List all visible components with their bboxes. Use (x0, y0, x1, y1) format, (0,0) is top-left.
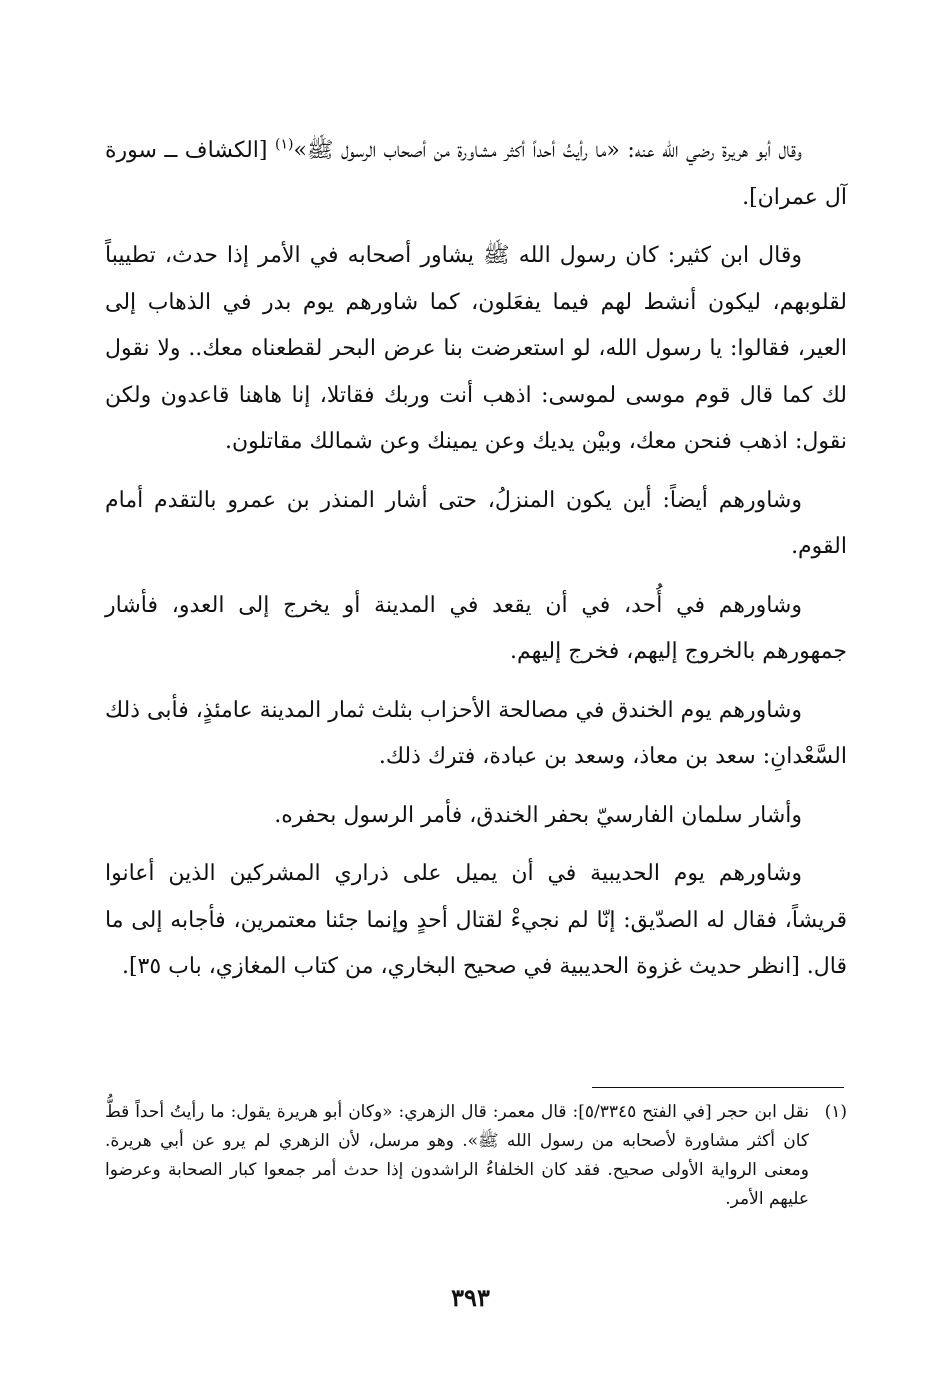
paragraph-manzil: وشاورهم أيضاً: أين يكون المنزلُ، حتى أشار المنذر بن عمرو بالتقدم أمام القوم. (105, 487, 847, 559)
paragraph-uhud: وشاورهم في أُحد، في أن يقعد في المدينة أو يخرج إلى العدو، فأشار جمهورهم بالخروج إليهم، فخرج إليهم. (105, 592, 847, 664)
footnote-number: (١) (824, 1102, 847, 1122)
footnote-reference: (١) (274, 136, 294, 153)
footnote-divider (592, 1087, 844, 1088)
main-text (105, 128, 847, 991)
page-number: ٣٩٣ (451, 1283, 490, 1312)
paragraph-1-text: وقال أبو هريرة رضي الله عنه: «ما رأيتُ أحداً أكثر مشاورة من أصحاب الرسول ﷺ» (293, 138, 802, 163)
paragraph-khandaq: وشاورهم يوم الخندق في مصالحة الأحزاب بثلث ثمار المدينة عامئذٍ، فأبى ذلك السَّعْدانِ: سعد بن معاذ، وسعد بن عبادة، فترك ذلك. (105, 697, 847, 769)
paragraph-hudaybiyya: وشاورهم يوم الحديبية في أن يميل على ذراري المشركين الذين أعانوا قريشاً، فقال له الصدّيق: إنّا لم نجيءْ لقتال أحدٍ وإنما جئنا معتمرين، فأجابه إلى ما قال. [انظر حديث غزوة الحديبية في صحيح البخاري، من كتاب المغازي، باب ٣٥]. (105, 861, 847, 979)
footnotes-section (105, 1098, 847, 1214)
footnote-text: نقل ابن حجر [في الفتح ٥/٣٣٤٥]: قال معمر: قال الزهري: «وكان أبو هريرة يقول: ما رأيتُ أحداً قطُّ كان أكثر مشاورة لأصحابه من رسول الله ﷺ». وهو مرسل، لأن الزهري لم يرو عن أبي هريرة. ومعنى الرواية الأولى صحيح. فقد كان الخلفاءُ الراشدون إذا حدث أمر جمعوا كبار الصحابة وعرضوا عليهم الأمر. (105, 1102, 809, 1209)
paragraph-ibn-kathir: وقال ابن كثير: كان رسول الله ﷺ يشاور أصحابه في الأمر إذا حدث، تطييباً لقلوبهم، ليكون أنشط لهم فيما يفعَلون، كما شاورهم يوم بدر في الذهاب إلى العير، فقالوا: يا رسول الله، لو استعرضت بنا عرض البحر لقطعناه معك.. ولا نقول لك كما قال قوم موسى لموسى: اذهب أنت وربك فقاتلا، إنا هاهنا قاعدون ولكن نقول: اذهب فنحن معك، وبيْن يديك وعن يمينك وعن شمالك مقاتلون. (105, 243, 847, 454)
paragraph-1-citation: [الكشاف ــ سورة آل عمران]. (105, 138, 847, 210)
footnote-1 (105, 1098, 847, 1214)
paragraph-salman: وأشار سلمان الفارسيّ بحفر الخندق، فأمر الرسول بحفره. (274, 802, 802, 828)
paragraph-abu-hurayra (105, 128, 847, 221)
